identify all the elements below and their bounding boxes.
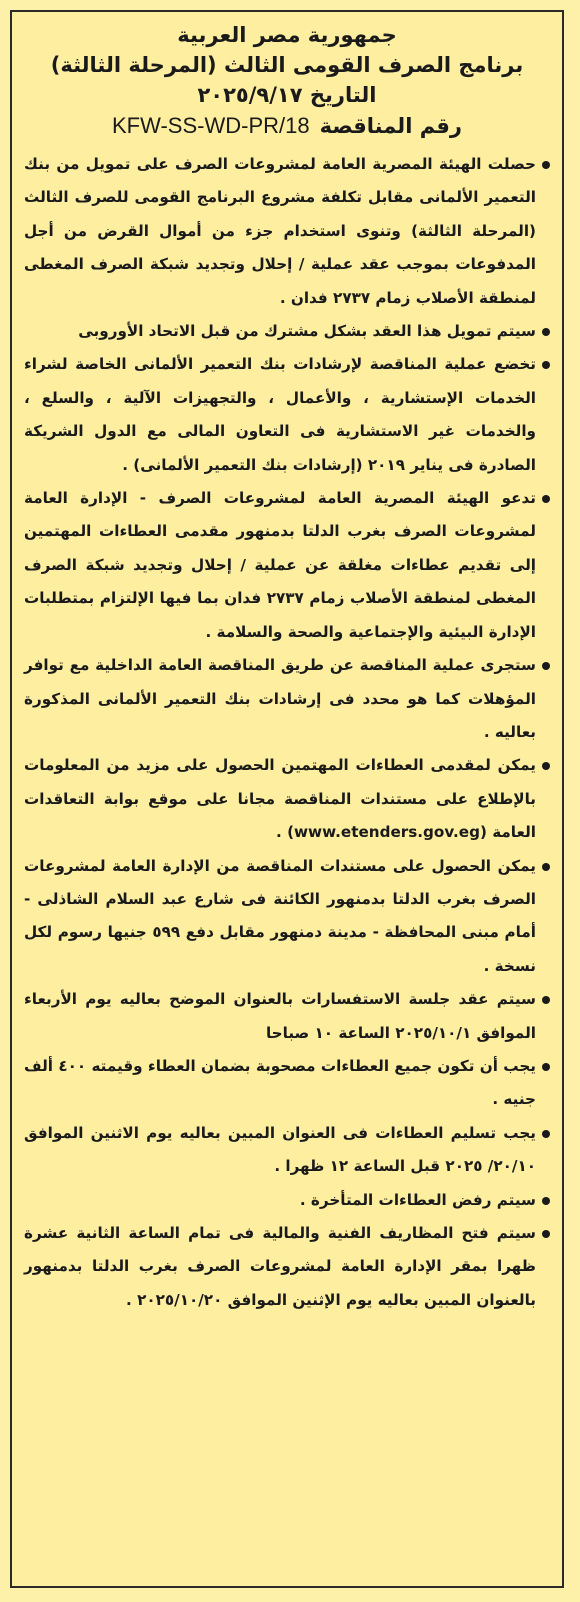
bullet-icon [542, 1230, 550, 1238]
notice-item-text: تخضع عملية المناقصة لإرشادات بنك التعمير الألمانى الخاصة لشراء الخدمات الإستشارية ، والأعمال ، والتجهيزات الآلية ، والسلع ، والخدمات غير الاستشارية فى التعاون المالى مع الدول الشريكة الصادرة فى يناير ٢٠١٩ (إرشادات بنك التعمير الألمانى) . [24, 355, 536, 474]
notice-item-text: يجب أن تكون جميع العطاءات مصحوبة بضمان العطاء وقيمته ٤٠٠ ألف جنيه . [24, 1056, 536, 1109]
notice-item-text: تدعو الهيئة المصرية العامة لمشروعات الصرف - الإدارة العامة لمشروعات الصرف بغرب الدلتا بدمنهور مقدمى العطاءات المهتمين إلى تقديم عطاءات مغلقة عن عملية / إحلال وتجديد شبكة الصرف المغطى لمنطقة الأصلاب زمام ٢٧٣٧ فدان بما فيها الإلتزام بمتطلبات الإدارة البيئية والإجتماعية والصحة والسلامة . [24, 489, 536, 641]
notice-item [24, 983, 550, 1050]
bullet-icon [542, 996, 550, 1004]
notice-item-text: ستجرى عملية المناقصة عن طريق المناقصة العامة الداخلية مع توافر المؤهلات كما هو محدد فى إرشادات بنك التعمير الألمانى المذكورة بعاليه . [24, 656, 536, 741]
notice-item-text: حصلت الهيئة المصرية العامة لمشروعات الصرف على تمويل من بنك التعمير الألمانى مقابل تكلفة مشروع البرنامج القومى للصرف الثالث (المرحلة الثالثة) وتنوى استخدام جزء من أموال القرض من أجل المدفوعات بموجب عقد عملية / إحلال وتجديد شبكة الصرف المغطى لمنطقة الأصلاب زمام ٢٧٣٧ فدان . [24, 155, 536, 307]
bullet-icon [542, 762, 550, 770]
notice-item [24, 749, 550, 849]
tender-notice [10, 10, 564, 1588]
bullet-icon [542, 328, 550, 336]
country-title: جمهورية مصر العربية [177, 23, 397, 47]
notice-item [24, 482, 550, 649]
notice-item-text: سيتم تمويل هذا العقد بشكل مشترك من قبل الاتحاد الأوروبى [78, 322, 536, 341]
notice-item-text: يجب تسليم العطاءات فى العنوان المبين بعاليه يوم الاثنين الموافق ٢٠/١٠/ ٢٠٢٥ قبل الساعة ١٢ ظهرا . [24, 1123, 536, 1176]
bullet-icon [542, 361, 550, 369]
notice-header [24, 20, 550, 142]
notice-item [24, 850, 550, 984]
notice-item [24, 1050, 550, 1117]
bullet-icon [542, 662, 550, 670]
notice-item-text: سيتم عقد جلسة الاستفسارات بالعنوان الموضح بعاليه يوم الأربعاء الموافق ٢٠٢٥/١٠/١ الساعة ١٠ صباحا [24, 990, 536, 1042]
bullet-icon [542, 1130, 550, 1138]
bullet-icon [542, 1197, 550, 1205]
program-title: برنامج الصرف القومى الثالث (المرحلة الثالثة) [50, 53, 524, 77]
notice-item [24, 1217, 550, 1317]
notice-item-text: سيتم فتح المظاريف الفنية والمالية فى تمام الساعة الثانية عشرة ظهرا بمقر الإدارة العامة لمشروعات الصرف بغرب الدلتا بدمنهور بالعنوان المبين بعاليه يوم الإثنين الموافق ٢٠٢٥/١٠/٢٠ . [24, 1224, 536, 1309]
notice-item [24, 348, 550, 482]
tender-number-code: KFW-SS-WD-PR/18 [111, 113, 310, 138]
bullet-icon [542, 161, 550, 169]
notice-item-text: سيتم رفض العطاءات المتأخرة . [299, 1190, 536, 1209]
notice-item [24, 1184, 550, 1217]
bullet-icon [542, 495, 550, 503]
notice-item [24, 148, 550, 315]
tender-number [24, 110, 550, 142]
tender-number-label: رقم المناقصة [319, 114, 463, 138]
notice-date: التاريخ ٢٠٢٥/٩/١٧ [197, 83, 377, 107]
bullet-icon [542, 863, 550, 871]
notice-item-text: يمكن لمقدمى العطاءات المهتمين الحصول على مزيد من المعلومات بالإطلاع على مستندات المناقصة مجانا على موقع بوابة التعاقدات العامة (www.etenders.gov.eg) . [24, 756, 536, 842]
bullet-icon [542, 1063, 550, 1071]
notice-item [24, 649, 550, 749]
notice-items [24, 148, 550, 1317]
notice-item [24, 1117, 550, 1184]
notice-item [24, 315, 550, 348]
notice-item-text: يمكن الحصول على مستندات المناقصة من الإدارة العامة لمشروعات الصرف بغرب الدلتا بدمنهور الكائنة فى شارع عبد السلام الشاذلى - أمام مبنى المحافظة - مدينة دمنهور مقابل دفع ٥٩٩ جنيها رسوم لكل نسخة . [24, 856, 536, 975]
